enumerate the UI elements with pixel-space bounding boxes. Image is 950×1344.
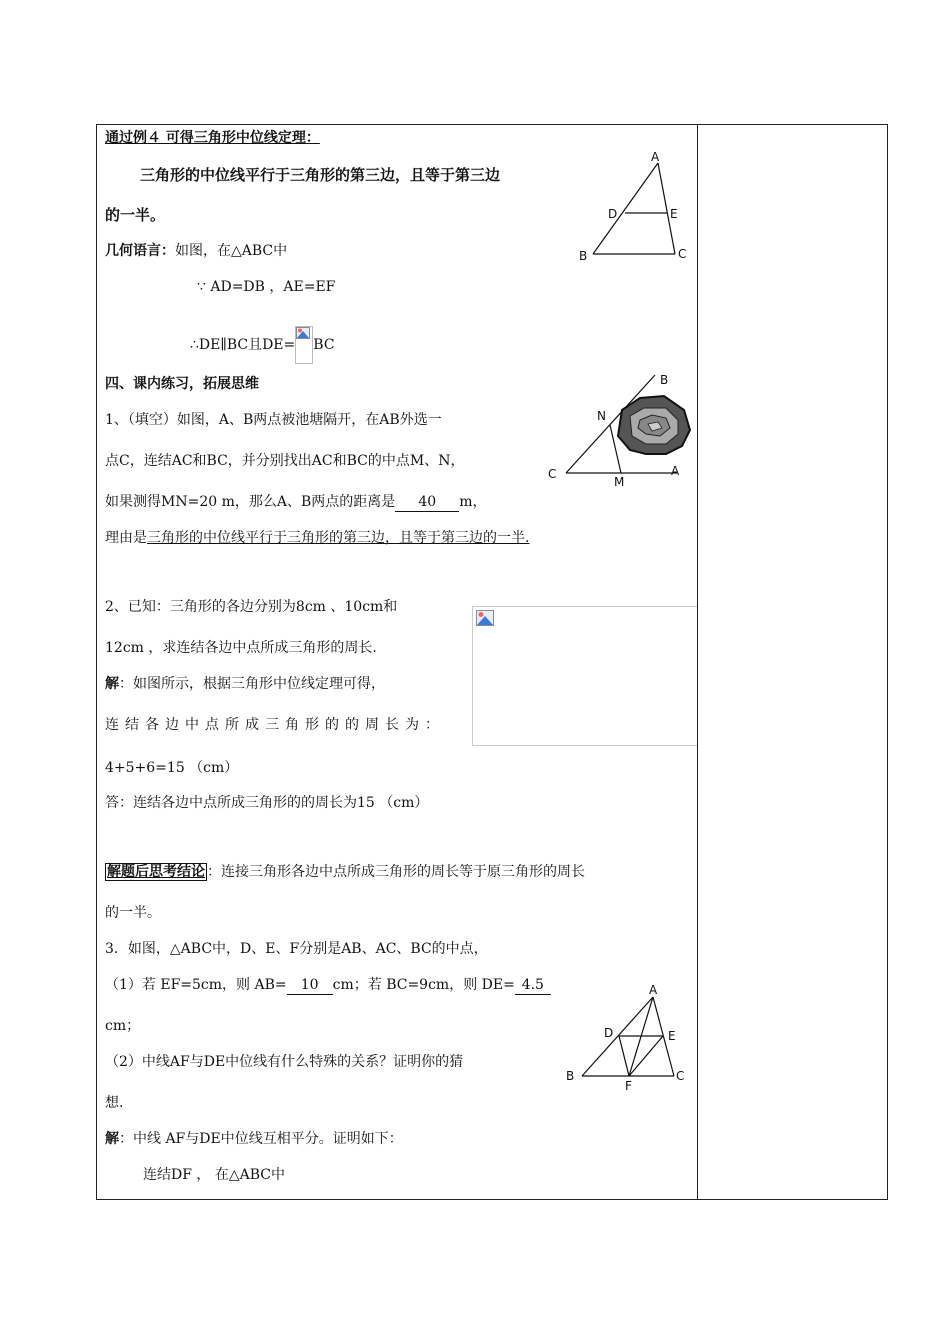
reflection-label: 解题后思考结论: [107, 864, 205, 880]
fig3-label-a: A: [649, 983, 658, 997]
q1-answer-blank: 40: [395, 494, 459, 512]
q1-line-3-post: m，: [459, 494, 487, 510]
fig3-label-f: F: [625, 1079, 632, 1093]
q3-answer-2-blank: 4.5: [515, 977, 551, 995]
fig3-label-e: E: [668, 1029, 676, 1043]
reflection-text: ：连接三角形各边中点所成三角形的周长等于原三角形的周长: [207, 864, 585, 880]
fig1-label-e: E: [670, 207, 678, 221]
fig2-label-m: M: [614, 475, 625, 488]
figure-pond: [542, 368, 697, 488]
q2-line-2: 12cm ，求连结各边中点所成三角形的周长.: [105, 640, 377, 656]
therefore-pre: ∴DE∥BC且DE=: [190, 337, 296, 353]
broken-image-icon: [476, 610, 494, 626]
fig1-label-c: C: [678, 247, 687, 261]
therefore-post: BC: [313, 337, 335, 353]
q3-solution: [105, 1131, 403, 1148]
q3-part-1-end: cm；: [105, 1018, 141, 1034]
q2-solution-1: [105, 676, 385, 693]
figure-triangle-midpoints: [562, 980, 694, 1095]
fig2-label-c: C: [548, 467, 557, 481]
fig2-label-b: B: [660, 373, 669, 387]
q1-line-1: 1、（填空）如图，A、B两点被池塘隔开，在AB外选一: [105, 412, 442, 428]
fig3-label-c: C: [676, 1069, 685, 1083]
q1-reason-pre: 理由是: [105, 530, 147, 546]
q2-solution-3: 4+5+6=15 （cm）: [105, 760, 239, 776]
q1-reason-answer: 三角形的中位线平行于三角形的第三边，且等于第三边的一半.: [147, 530, 530, 546]
q3-part-1-pre: （1）若 EF=5cm，则 AB=: [105, 977, 287, 993]
q3-solution-2: 连结DF ， 在△ABC中: [143, 1167, 285, 1183]
q2-line-1: 2、已知：三角形的各边分别为8cm 、10cm和: [105, 599, 398, 615]
q3-part-2: （2）中线AF与DE中位线有什么特殊的关系？证明你的猜: [105, 1054, 464, 1070]
fig2-label-n: N: [597, 409, 606, 423]
fraction-image-placeholder: [295, 326, 313, 364]
column-divider: [697, 124, 698, 1200]
reflection-line: [105, 864, 585, 881]
section4-heading: 四、课内练习，拓展思维: [105, 376, 259, 392]
solution-label-2: 解: [105, 1131, 119, 1147]
q2-solution-1-text: ：如图所示，根据三角形中位线定理可得，: [119, 676, 385, 692]
theorem-line-2: 的一半。: [105, 206, 166, 224]
q3-line-1: 3．如图，△ABC中，D、E、F分别是AB、AC、BC的中点，: [105, 941, 488, 957]
geo-text: 如图，在△ABC中: [175, 243, 288, 259]
figure-triangle-midline: [575, 148, 695, 263]
q1-line-2: 点C，连结AC和BC，并分别找出AC和BC的中点M、N，: [105, 453, 465, 469]
q2-answer: 答：连结各边中点所成三角形的的周长为15 （cm）: [105, 795, 429, 811]
q3-part-1-mid: cm；若 BC=9cm，则 DE=: [332, 977, 515, 993]
because-line: ∵ AD=DB ，AE=EF: [197, 279, 336, 295]
q3-part-1: [105, 977, 551, 995]
fig3-label-b: B: [566, 1069, 575, 1083]
q1-line-3: [105, 494, 487, 512]
q2-solution-2: 连结各边中点所成三角形的的周长为：: [105, 717, 445, 733]
geo-language: [105, 243, 287, 260]
solution-label: 解: [105, 676, 119, 692]
q2-figure-placeholder: [472, 606, 697, 746]
q1-line-3-pre: 如果测得MN=20 m，那么A、B两点的距离是: [105, 494, 396, 510]
q1-reason: [105, 530, 535, 547]
fig2-label-a: A: [671, 464, 680, 478]
fig3-label-d: D: [604, 1026, 614, 1040]
fig1-label-b: B: [579, 249, 588, 263]
fig1-label-d: D: [608, 207, 618, 221]
q3-part-2b: 想.: [105, 1095, 124, 1111]
q3-answer-1-blank: 10: [287, 977, 333, 995]
q3-solution-text: ：中线 AF与DE中位线互相平分。证明如下：: [119, 1131, 403, 1147]
geo-label: 几何语言：: [105, 243, 175, 259]
fig1-label-a: A: [651, 150, 660, 164]
therefore-line: [190, 326, 335, 364]
section-lead: 通过例４ 可得三角形中位线定理：: [105, 130, 320, 146]
broken-image-icon: [296, 327, 310, 339]
theorem-line-1: 三角形的中位线平行于三角形的第三边，且等于第三边: [140, 166, 501, 184]
reflection-line-2: 的一半。: [105, 905, 161, 921]
